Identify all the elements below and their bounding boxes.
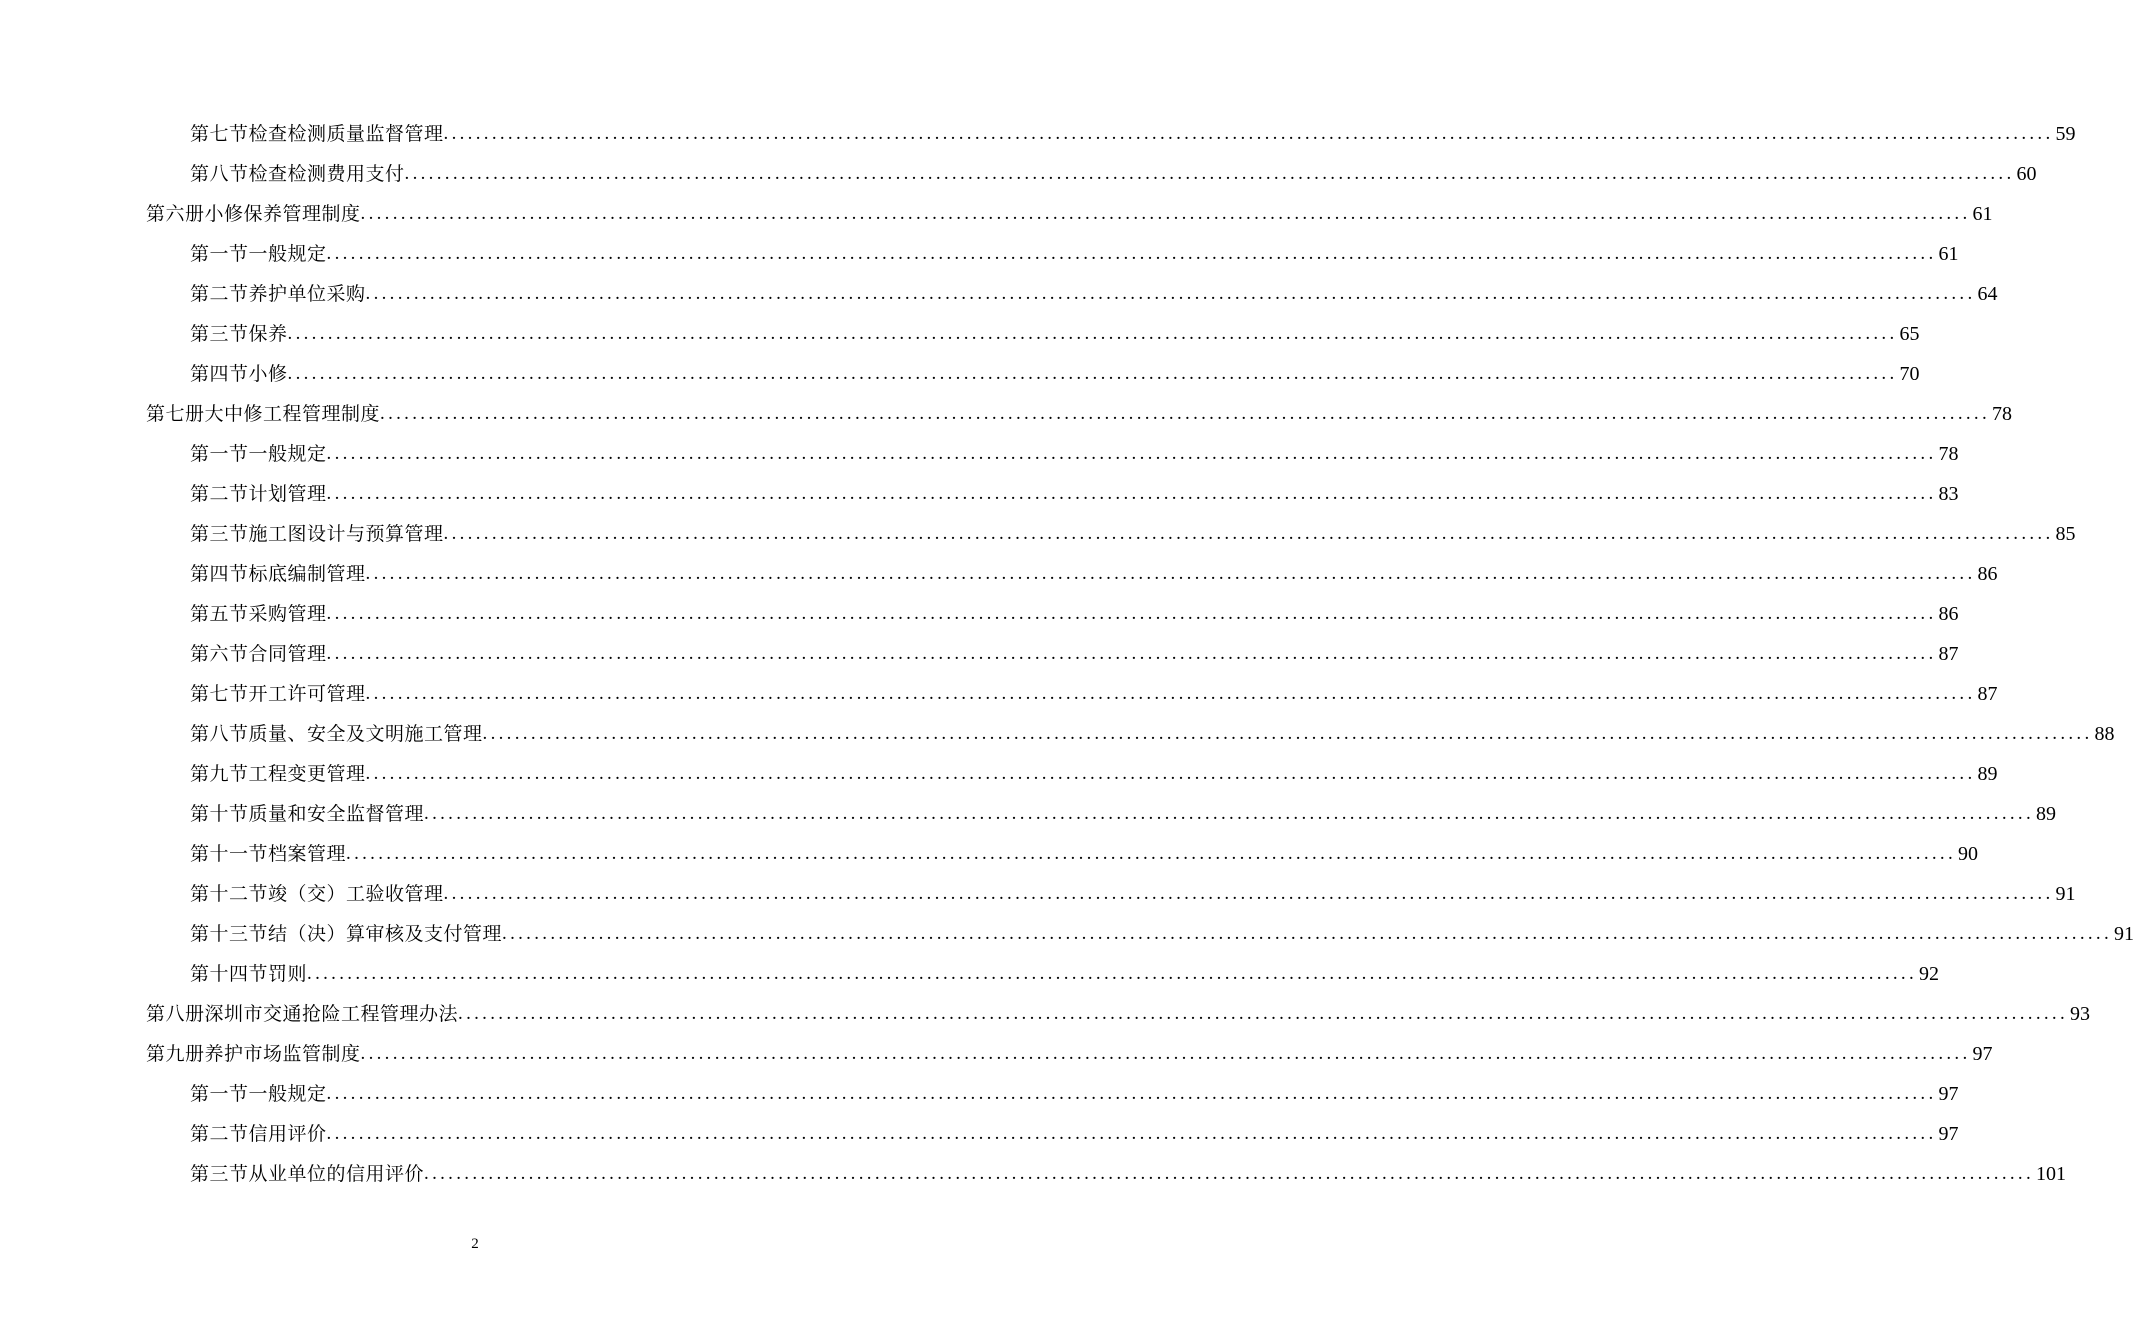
toc-dot-leader: ........................................................................................................................................................................................................	[502, 923, 2113, 944]
toc-entry-section[interactable]	[0, 874, 2076, 914]
toc-entry-volume[interactable]	[0, 1034, 1993, 1074]
toc-dot-leader: ........................................................................................................................................................................................................	[287, 323, 1898, 344]
toc-entry-page: 60	[2016, 163, 2037, 185]
toc-entry-page: 88	[2094, 723, 2115, 745]
toc-dot-leader: ........................................................................................................................................................................................................	[443, 883, 2054, 904]
toc-dot-leader: ........................................................................................................................................................................................................	[424, 803, 2035, 824]
toc-dot-leader: ........................................................................................................................................................................................................	[458, 1003, 2069, 1024]
toc-entry-title: 第十节质量和安全监督管理	[190, 803, 425, 825]
toc-dot-leader: ........................................................................................................................................................................................................	[482, 723, 2093, 744]
toc-entry-section[interactable]	[0, 634, 1959, 674]
toc-entry-section[interactable]	[0, 474, 1959, 514]
toc-entry-section[interactable]	[0, 914, 2134, 954]
toc-entry-title: 第十一节档案管理	[190, 843, 347, 865]
toc-entry-section[interactable]	[0, 834, 1979, 874]
toc-entry-page: 59	[2055, 123, 2076, 145]
toc-entry-section[interactable]	[0, 514, 2076, 554]
toc-entry-volume[interactable]	[0, 194, 1993, 234]
toc-dot-leader: ........................................................................................................................................................................................................	[360, 1043, 1971, 1064]
toc-dot-leader: ........................................................................................................................................................................................................	[326, 1083, 1937, 1104]
toc-entry-page: 61	[1972, 203, 1993, 225]
toc-dot-leader: ........................................................................................................................................................................................................	[365, 563, 1976, 584]
toc-dot-leader: ........................................................................................................................................................................................................	[326, 443, 1937, 464]
toc-dot-leader: ........................................................................................................................................................................................................	[404, 163, 2015, 184]
toc-entry-title: 第三节从业单位的信用评价	[190, 1163, 425, 1185]
toc-entry-page: 93	[2070, 1003, 2091, 1025]
toc-entry-page: 70	[1899, 363, 1920, 385]
toc-entry-title: 第七节检查检测质量监督管理	[190, 123, 444, 145]
toc-entry-section[interactable]	[0, 154, 2037, 194]
toc-entry-title: 第二节计划管理	[190, 483, 327, 505]
toc-entry-page: 89	[1977, 763, 1998, 785]
toc-dot-leader: ........................................................................................................................................................................................................	[326, 243, 1937, 264]
toc-dot-leader: ........................................................................................................................................................................................................	[365, 683, 1976, 704]
toc-entry-page: 65	[1899, 323, 1920, 345]
toc-entry-section[interactable]	[0, 1154, 2067, 1194]
toc-entry-section[interactable]	[0, 234, 1959, 274]
toc-entry-volume[interactable]	[0, 394, 2013, 434]
toc-entry-title: 第七节开工许可管理	[190, 683, 366, 705]
toc-entry-title: 第十三节结（决）算审核及支付管理	[190, 923, 503, 945]
toc-entry-title: 第十二节竣（交）工验收管理	[190, 883, 444, 905]
toc-entry-page: 97	[1938, 1123, 1959, 1145]
toc-entry-page: 91	[2114, 923, 2134, 945]
toc-entry-title: 第六节合同管理	[190, 643, 327, 665]
toc-entry-title: 第八册深圳市交通抢险工程管理办法	[146, 1003, 459, 1025]
toc-entry-section[interactable]	[0, 354, 1920, 394]
toc-entry-page: 61	[1938, 243, 1959, 265]
toc-dot-leader: ........................................................................................................................................................................................................	[360, 203, 1971, 224]
toc-dot-leader: ........................................................................................................................................................................................................	[443, 523, 2054, 544]
page-number: 2	[471, 1236, 479, 1252]
toc-dot-leader: ........................................................................................................................................................................................................	[424, 1163, 2035, 1184]
toc-entry-title: 第八节质量、安全及文明施工管理	[190, 723, 483, 745]
toc-dot-leader: ........................................................................................................................................................................................................	[365, 283, 1976, 304]
toc-entry-title: 第九册养护市场监管制度	[146, 1043, 361, 1065]
toc-dot-leader: ........................................................................................................................................................................................................	[346, 843, 1957, 864]
toc-entry-title: 第四节小修	[190, 363, 288, 385]
toc-entry-page: 97	[1972, 1043, 1993, 1065]
toc-entry-page: 83	[1938, 483, 1959, 505]
toc-entry-title: 第六册小修保养管理制度	[146, 203, 361, 225]
toc-entry-page: 101	[2036, 1163, 2067, 1185]
toc-entry-page: 78	[1992, 403, 2013, 425]
toc-entry-title: 第二节养护单位采购	[190, 283, 366, 305]
toc-dot-leader: ........................................................................................................................................................................................................	[365, 763, 1976, 784]
toc-entry-page: 85	[2055, 523, 2076, 545]
toc-entry-title: 第十四节罚则	[190, 963, 308, 985]
toc-entry-page: 90	[1958, 843, 1979, 865]
toc-entry-page: 87	[1938, 643, 1959, 665]
toc-dot-leader: ........................................................................................................................................................................................................	[380, 403, 1991, 424]
toc-entry-section[interactable]	[0, 794, 2057, 834]
toc-entry-section[interactable]	[0, 674, 1998, 714]
toc-dot-leader: ........................................................................................................................................................................................................	[326, 603, 1937, 624]
toc-entry-title: 第一节一般规定	[190, 443, 327, 465]
toc-entry-section[interactable]	[0, 434, 1959, 474]
toc-entry-title: 第一节一般规定	[190, 243, 327, 265]
toc-dot-leader: ........................................................................................................................................................................................................	[287, 363, 1898, 384]
toc-entry-section[interactable]	[0, 314, 1920, 354]
toc-entry-page: 78	[1938, 443, 1959, 465]
toc-entry-page: 92	[1919, 963, 1940, 985]
toc-dot-leader: ........................................................................................................................................................................................................	[326, 643, 1937, 664]
toc-dot-leader: ........................................................................................................................................................................................................	[326, 483, 1937, 504]
toc-entry-volume[interactable]	[0, 994, 2091, 1034]
toc-entry-section[interactable]	[0, 1074, 1959, 1114]
toc-entry-title: 第七册大中修工程管理制度	[146, 403, 381, 425]
toc-entry-page: 86	[1938, 603, 1959, 625]
toc-entry-page: 91	[2055, 883, 2076, 905]
toc-entry-page: 89	[2036, 803, 2057, 825]
toc-entry-section[interactable]	[0, 714, 2115, 754]
toc-dot-leader: ........................................................................................................................................................................................................	[307, 963, 1918, 984]
toc-dot-leader: ........................................................................................................................................................................................................	[326, 1123, 1937, 1144]
toc-entry-title: 第一节一般规定	[190, 1083, 327, 1105]
toc-entry-title: 第四节标底编制管理	[190, 563, 366, 585]
toc-entry-section[interactable]	[0, 114, 2076, 154]
toc-entry-section[interactable]	[0, 954, 1940, 994]
toc-entry-title: 第九节工程变更管理	[190, 763, 366, 785]
toc-entry-page: 64	[1977, 283, 1998, 305]
toc-entry-title: 第八节检查检测费用支付	[190, 163, 405, 185]
toc-entry-page: 97	[1938, 1083, 1959, 1105]
table-of-contents	[0, 114, 2134, 1194]
toc-entry-section[interactable]	[0, 554, 1998, 594]
toc-entry-page: 87	[1977, 683, 1998, 705]
toc-entry-page: 86	[1977, 563, 1998, 585]
toc-entry-title: 第二节信用评价	[190, 1123, 327, 1145]
toc-entry-section[interactable]	[0, 274, 1998, 314]
toc-dot-leader: ........................................................................................................................................................................................................	[443, 123, 2054, 144]
toc-entry-title: 第三节施工图设计与预算管理	[190, 523, 444, 545]
toc-entry-title: 第三节保养	[190, 323, 288, 345]
toc-entry-section[interactable]	[0, 754, 1998, 794]
toc-entry-section[interactable]	[0, 594, 1959, 634]
toc-entry-section[interactable]	[0, 1114, 1959, 1154]
toc-entry-title: 第五节采购管理	[190, 603, 327, 625]
